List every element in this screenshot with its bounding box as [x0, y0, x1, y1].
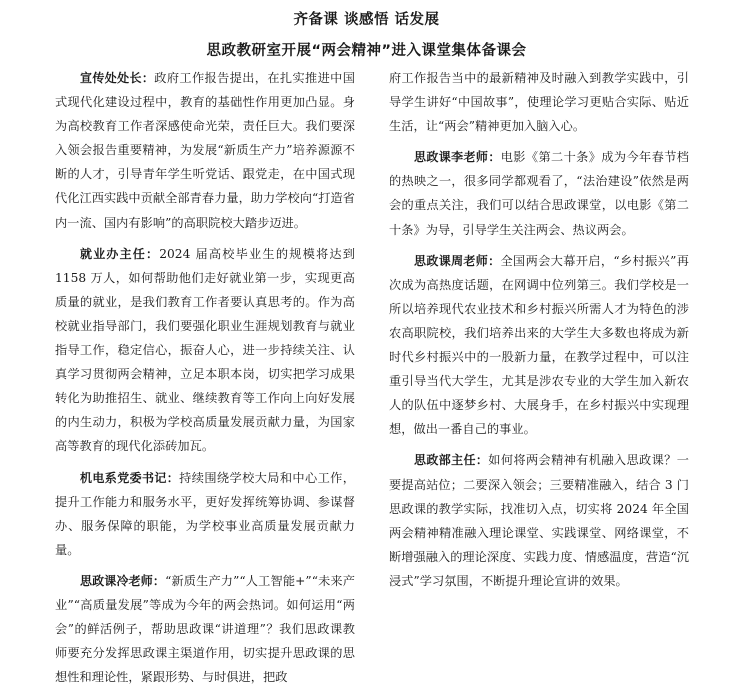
paragraph-publicity-director	[55, 66, 355, 235]
paragraph-teacher-zhou	[389, 249, 689, 442]
paragraph-text: “新质生产力”“人工智能+”“未来产业”“高质量发展”等成为今年的两会热词。如何运用“两会”的鲜活例子，帮助思政课“讲道理”？我们思政课教师要充分发挥思政课主渠道作用，切实提升思政课的思想性和理论性，紧跟形势、与时俱进，把政	[55, 573, 355, 685]
paragraph-text: 如何将两会精神有机融入思政课？一要提高站位；二要深入领会；三要精准融入，结合 3 门思政课的教学实际，找准切入点，切实将 2024 年全国两会精神精准融入理论课堂、实践课堂、网络课堂，不断增强融入的理论深度、实践力度、情感温度，营造“沉浸式”学习氛围，不断提升理论宣讲的效果。	[389, 453, 689, 588]
paragraph-teacher-leng	[55, 569, 355, 689]
speaker-label: 机电系党委书记：	[80, 470, 180, 485]
speaker-label: 思政课冷老师：	[80, 573, 166, 588]
paragraph-text: 全国两会大幕开启，“乡村振兴”再次成为高热度话题，在网调中位列第三。我们学校是一所以培养现代农业技术和乡村振兴所需人才为特色的涉农高职院校，我们培养出来的大学生大多数也将成为新时代乡村振兴中的一股新力量，在教学过程中，可以注重引导当代大学生，尤其是涉农专业的大学生加入新农人的队伍中逐梦乡村、大展身手，在乡村振兴中实现理想，做出一番自己的事业。	[389, 253, 689, 437]
heading-line-1: 齐备课 谈感悟 话发展	[293, 12, 440, 28]
paragraph-text: 2024 届高校毕业生的规模将达到 1158 万人，如何帮助他们走好就业第一步，实现更高质量的就业，是我们教育工作者要认真思考的。作为高校就业指导部门，我们要强化职业生涯规划教育与就业指导工作，稳定信心，振奋人心，进一步持续关注、认真学习贯彻两会精神，立足本职本岗，切实把学习成果转化为助推招生、就业、继续教育等工作向上向好发展的内生动力，积极为学校高质量发展贡献力量，为国家高等教育的现代化添砖加瓦。	[55, 246, 355, 454]
right-column	[389, 66, 689, 593]
left-column	[55, 66, 355, 689]
speaker-label: 思政课周老师：	[414, 253, 501, 268]
speaker-label: 思政课李老师：	[414, 150, 501, 165]
paragraph-text: 持续围绕学校大局和中心工作，提升工作能力和服务水平，更好发挥统筹协调、参谋督办、服务保障的职能，为学校事业高质量发展贡献力量。	[55, 470, 355, 557]
paragraph-teacher-li	[389, 145, 689, 241]
heading-line-2: 思政教研室开展“两会精神”进入课堂集体备课会	[206, 43, 527, 59]
paragraph-text: 政府工作报告提出，在扎实推进中国式现代化建设过程中，教育的基础性作用更加凸显。身为高校教育工作者深感使命光荣，责任巨大。我们要深入领会报告重要精神，为发展“新质生产力”培养源源不断的人才，引导青年学生听党话、跟党走，在中国式现代化江西实践中贡献全部青春力量，助力学校向“打造省内一流、国内有影响”的高职院校大踏步迈进。	[55, 71, 355, 230]
paragraph-department-director	[389, 448, 689, 593]
speaker-label: 思政部主任：	[414, 453, 489, 468]
paragraph-teacher-leng-continued	[389, 66, 689, 138]
paragraph-mech-party-secretary	[55, 466, 355, 562]
speaker-label: 宣传处处长：	[80, 71, 155, 85]
speaker-label: 就业办主任：	[80, 246, 160, 261]
paragraph-text: 府工作报告当中的最新精神及时融入到教学实践中，引导学生讲好“中国故事”，使理论学习更贴合实际、贴近生活，让“两会”精神更加入脑入心。	[389, 71, 689, 134]
paragraph-employment-office	[55, 242, 355, 459]
paragraph-text: 电影《第二十条》成为今年春节档的热映之一，很多同学都观看了，“法治建设”依然是两会的重点关注，我们可以结合思政课堂，以电影《第二十条》为导，引导学生关注两会、热议两会。	[389, 150, 689, 237]
